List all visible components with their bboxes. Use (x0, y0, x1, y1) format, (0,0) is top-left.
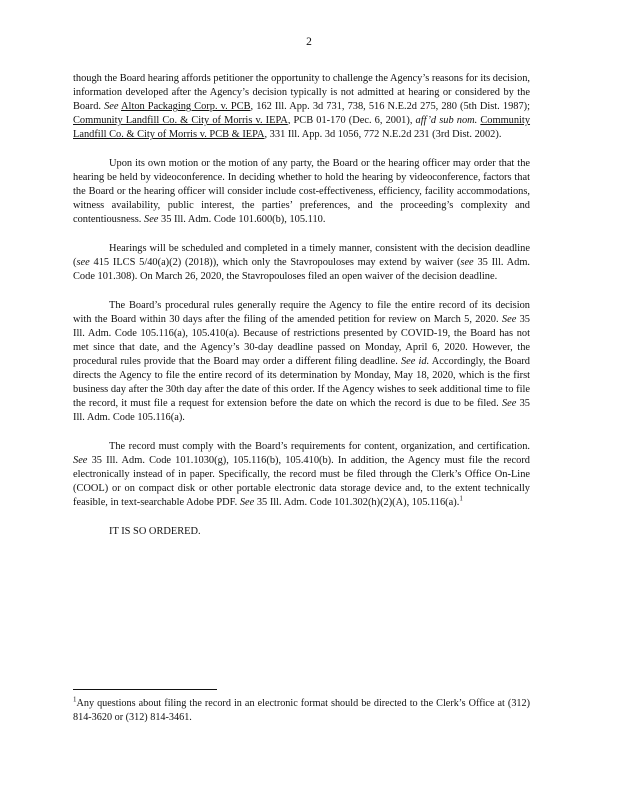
text-span: 35 Ill. Adm. Code 101.302(h)(2)(A), 105.116(a). (254, 497, 460, 509)
text-span: Upon its own motion or the motion of any party, the Board or the hearing officer may order that the hearing be held by videoconference. In deciding whether to hold the hearing by videoconference, factors that the Board or the hearing officer will consider include cost-effectiveness, efficiency, facility accommodations, witness availability, public interest, the parties’ preferences, and the proceeding’s complexity and contentiousness. (73, 157, 530, 226)
paragraph-record-format (73, 440, 530, 510)
paragraph-videoconference (73, 157, 530, 227)
text-span: 35 Ill. Adm. Code 101.308). On March 26, 2020, the Stavropouloses filed an open waiver of the decision deadline. (73, 257, 530, 283)
order-body (73, 72, 530, 539)
text-span: 35 Ill. Adm. Code 105.116(a), 105.410(a). Because of restrictions presented by COVID-19, the Board has not met since that date, and the Agency’s 30-day deadline passed on Monday, April 6, 2020. However, the procedural rules provide that the Board may order a different filing deadline. (73, 313, 530, 368)
text-span: The record must comply with the Board’s requirements for content, organization, and certification. (109, 441, 530, 453)
see-signal: see (76, 257, 90, 269)
text-span: , 162 Ill. App. 3d 731, 738, 516 N.E.2d 275, 280 (5th Dist. 1987); (250, 101, 530, 113)
see-signal: See (501, 398, 517, 410)
see-signal: See (501, 313, 517, 325)
case-citation: Community Landfill Co. & City of Morris v. PCB & IEPA (73, 115, 531, 141)
case-citation: Alton Packaging Corp. v. PCB (121, 101, 251, 113)
affd-signal: aff’d sub nom. (415, 115, 478, 127)
closing-order: IT IS SO ORDERED. (109, 526, 201, 538)
footnote-divider (73, 689, 217, 690)
see-signal: See (239, 497, 255, 509)
see-signal: See (144, 214, 159, 226)
see-signal: see (460, 257, 474, 269)
footnote-text: Any questions about filing the record in an electronic format should be directed to the Clerk’s Office at (312) 814-3620 or (312) 814-3461. (73, 698, 530, 723)
paragraph-record-review (73, 72, 530, 142)
paragraph-record-deadline (73, 299, 530, 426)
text-span: , PCB 01-170 (Dec. 6, 2001), (287, 115, 416, 127)
see-signal: See id. (400, 356, 430, 368)
case-citation: Community Landfill Co. & City of Morris v. IEPA (73, 115, 288, 127)
footnote-mark: 1 (73, 695, 77, 704)
text-span: 35 Ill. Adm. Code 101.1030(g), 105.116(b), 105.410(b). In addition, the Agency must file the record electronically instead of in paper. Specifically, the record must be filed through the Clerk’s Office On-Line (COOL) or on compact disk or other portable electronic data storage device and, to the extent technically feasible, in text-searchable Adobe PDF. (73, 455, 530, 509)
text-span: Accordingly, the Board directs the Agency to file the entire record of its determination by Monday, May 18, 2020, which is the first business day after the 30th day after the date of this order. If the Agency wishes to seek additional time to file the record, it must file a request for extension before the date on which the record is due to be filed. (73, 356, 530, 410)
text-span: 415 ILCS 5/40(a)(2) (2018)), which only the Stavropouloses may extend by waiver ( (89, 257, 461, 269)
footnote-reference[interactable]: 1 (459, 494, 463, 503)
text-span: though the Board hearing affords petitioner the opportunity to challenge the Agency’s reasons for its decision, information developed after the Agency’s decision typically is not admitted at hearing or considered by the Board. (73, 73, 530, 113)
see-signal: See (73, 455, 88, 467)
page-number: 2 (306, 36, 312, 48)
text-span: , 331 Ill. App. 3d 1056, 772 N.E.2d 231 (3rd Dist. 2002). (264, 129, 502, 141)
see-signal: See (104, 101, 119, 113)
footnote (73, 697, 530, 724)
text-span: 35 Ill. Adm. Code 105.116(a). (73, 398, 530, 424)
text-span: Hearings will be scheduled and completed in a timely manner, consistent with the decision deadline ( (73, 242, 530, 269)
paragraph-hearing-schedule (73, 242, 530, 284)
text-span: The Board’s procedural rules generally require the Agency to file the entire record of its decision with the Board within 30 days after the filing of the amended petition for review on March 5, 2020. (73, 299, 530, 325)
text-span: 35 Ill. Adm. Code 101.600(b), 105.110. (158, 214, 326, 226)
